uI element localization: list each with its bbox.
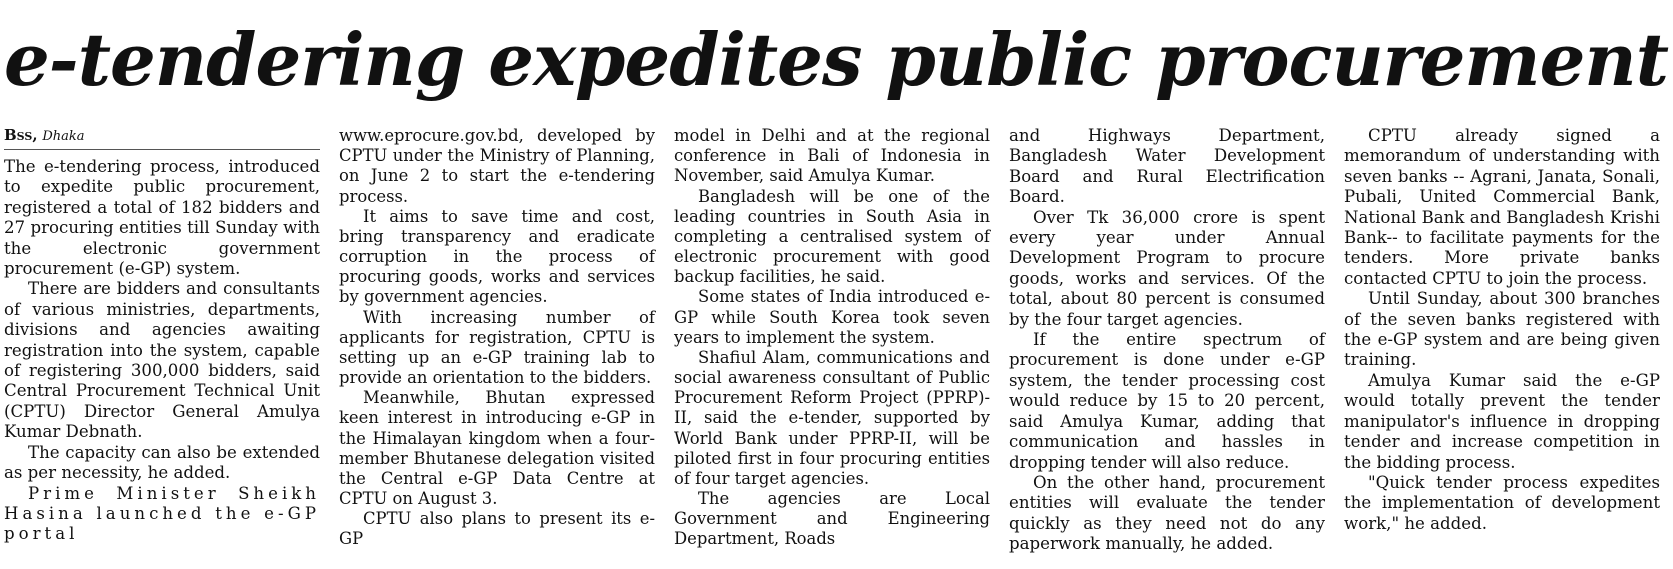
article-column-1 [4, 126, 320, 545]
paragraph: The e-tendering process, introduced to expedite public procurement, registered a total of 182 bidders and 27 procuring entities till Sunday with the electronic government procurement (e-GP) system. [4, 157, 320, 279]
paragraph: Some states of India introduced e-GP while South Korea took seven years to implement the system. [674, 287, 990, 347]
paragraph: Amulya Kumar said the e-GP would totally prevent the tender manipulator's influence in dropping tender and increase competition in the bidding process. [1344, 370, 1660, 472]
article-column-2 [339, 126, 655, 550]
paragraph: The agencies are Local Government and Engineering Department, Roads [674, 489, 990, 549]
paragraph: There are bidders and consultants of various ministries, departments, divisions and agencies awaiting registration into the system, capable of registering 300,000 bidders, said Central Procurement Technical Unit (CPTU) Director General Amulya Kumar Debnath. [4, 279, 320, 442]
paragraph: CPTU also plans to present its e-GP [339, 509, 655, 549]
paragraph: Bangladesh will be one of the leading countries in South Asia in completing a centralised system of electronic procurement with good backup facilities, he said. [674, 186, 990, 287]
paragraph: Until Sunday, about 300 branches of the seven banks registered with the e-GP system and are being given training. [1344, 289, 1660, 370]
paragraph: Meanwhile, Bhutan expressed keen interest in introducing e-GP in the Himalayan kingdom when a four-member Bhutanese delegation visited the Central e-GP Data Centre at CPTU on August 3. [339, 388, 655, 509]
byline [4, 126, 320, 150]
paragraph: If the entire spectrum of procurement is done under e-GP system, the tender processing cost would reduce by 15 to 20 percent, said Amulya Kumar, adding that communication and hassles in dropping tender will also reduce. [1009, 330, 1325, 472]
paragraph: The capacity can also be extended as per necessity, he added. [4, 442, 320, 483]
paragraph: Shafiul Alam, communications and social awareness consultant of Public Procurement Reform Project (PPRP)-II, said the e-tender, supported by World Bank under PPRP-II, will be piloted first in four procuring entities of four target agencies. [674, 347, 990, 488]
headline: e-tendering expedites public procurement [4, 17, 1669, 102]
article-column-4 [1009, 126, 1325, 555]
paragraph: With increasing number of applicants for registration, CPTU is setting up an e-GP training lab to provide an orientation to the bidders. [339, 307, 655, 388]
paragraph: model in Delhi and at the regional conference in Bali of Indonesia in November, said Amulya Kumar. [674, 126, 990, 186]
article-column-5 [1344, 126, 1660, 534]
paragraph: Over Tk 36,000 crore is spent every year under Annual Development Program to procure goods, works and services. Of the total, about 80 percent is consumed by the four target agencies. [1009, 207, 1325, 329]
paragraph: "Quick tender process expedites the implementation of development work," he added. [1344, 472, 1660, 533]
paragraph: www.eprocure.gov.bd, developed by CPTU under the Ministry of Planning, on June 2 to start the e-tendering process. [339, 126, 655, 206]
byline-agency: Bss, [4, 126, 38, 144]
paragraph: Prime Minister Sheikh Hasina launched the e-GP portal [4, 483, 320, 544]
paragraph: On the other hand, procurement entities will evaluate the tender quickly as they need not do any paperwork manually, he added. [1009, 472, 1325, 554]
byline-place: Dhaka [42, 129, 85, 144]
article-column-3 [674, 126, 990, 550]
paragraph: It aims to save time and cost, bring transparency and eradicate corruption in the process of procuring goods, works and services by government agencies. [339, 206, 655, 307]
paragraph: and Highways Department, Bangladesh Water Development Board and Rural Electrification Board. [1009, 126, 1325, 207]
paragraph: CPTU already signed a memorandum of understanding with seven banks -- Agrani, Janata, Sonali, Pubali, United Commercial Bank, National Bank and Bangladesh Krishi Bank-- to facilitate payments for the tenders. More private banks contacted CPTU to join the process. [1344, 126, 1660, 288]
